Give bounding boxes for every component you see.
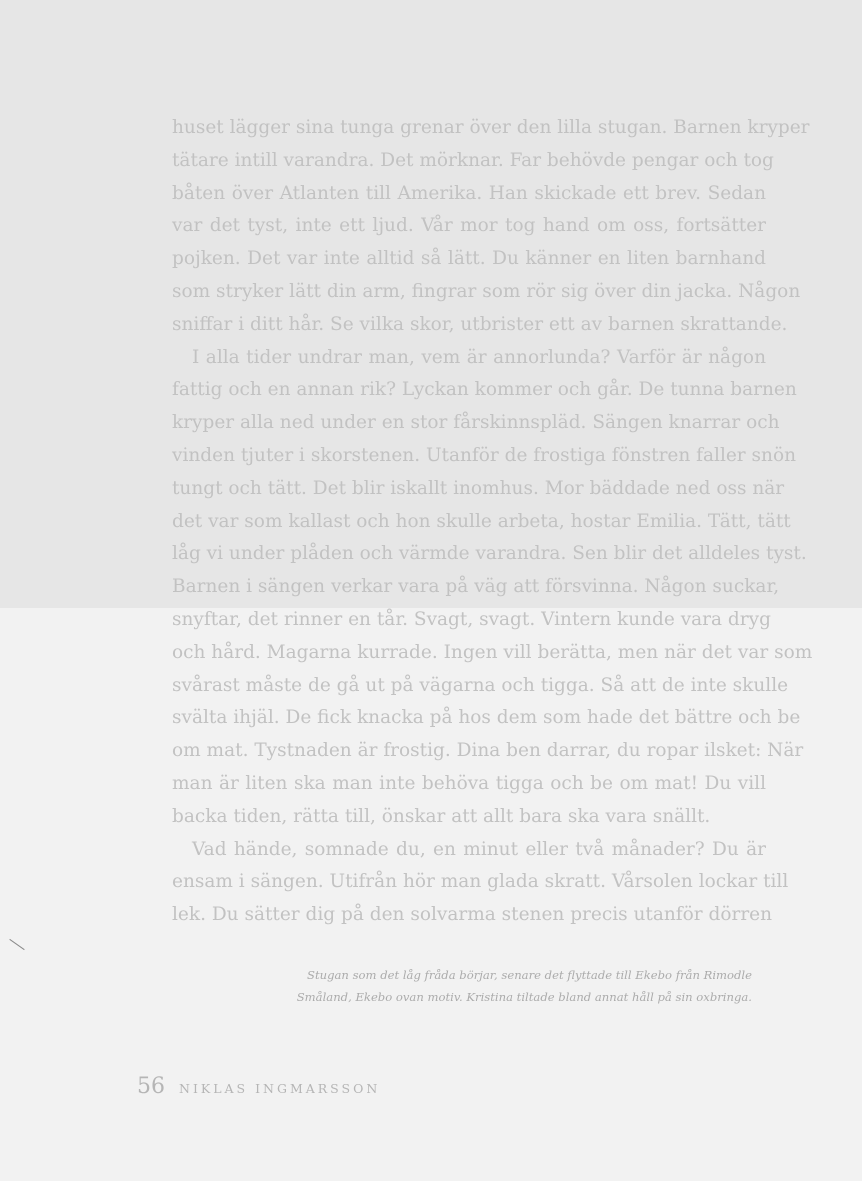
text-line: kryper alla ned under en stor fårskinnspläd. Sängen knarrar och [172, 412, 780, 434]
paragraph [172, 112, 810, 342]
text-line: vinden tjuter i skorstenen. Utanför de frostiga fönstren faller snön [172, 444, 796, 466]
text-line: var det tyst, inte ett ljud. Vår mor tog hand om oss, fortsätter [172, 215, 766, 237]
caption-line: Stugan som det låg fråda börjar, senare det flyttade till Ekebo från Rimodle [307, 968, 752, 982]
page-number: 56 [137, 1074, 165, 1099]
text-line: man är liten ska man inte behöva tigga och be om mat! Du vill [172, 772, 766, 794]
text-line: tungt och tätt. Det blir iskallt inomhus. Mor bäddade ned oss när [172, 477, 785, 499]
text-line: båten över Atlanten till Amerika. Han skickade ett brev. Sedan [172, 182, 766, 204]
text-line: sniffar i ditt hår. Se vilka skor, utbrister ett av barnen skrattande. [172, 313, 788, 335]
text-line: tätare intill varandra. Det mörknar. Far behövde pengar och tog [172, 149, 774, 171]
text-line: backa tiden, rätta till, önskar att allt bara ska vara snällt. [172, 805, 711, 827]
paragraph [172, 834, 789, 932]
text-line: svälta ihjäl. De fick knacka på hos dem som hade det bättre och be [172, 707, 801, 729]
paragraph [172, 342, 813, 834]
page-footer [137, 1074, 380, 1099]
text-line: svårast måste de gå ut på vägarna och tigga. Så att de inte skulle [172, 674, 789, 696]
text-line: lek. Du sätter dig på den solvarma stenen precis utanför dörren [172, 904, 773, 926]
running-author: NIKLAS INGMARSSON [179, 1081, 381, 1096]
caption-line: Småland, Ekebo ovan motiv. Kristina tiltade bland annat håll på sin oxbringa. [296, 990, 752, 1004]
text-line: fattig och en annan rik? Lyckan kommer och går. De tunna barnen [172, 379, 797, 401]
image-caption [160, 964, 752, 1008]
body-text [172, 112, 813, 932]
text-line: I alla tider undrar man, vem är annorlunda? Varför är någon [192, 346, 766, 368]
text-line: om mat. Tystnaden är frostig. Dina ben darrar, du ropar ilsket: När [172, 740, 804, 762]
text-line: snyftar, det rinner en tår. Svagt, svagt. Vintern kunde vara dryg [172, 608, 771, 630]
text-line: huset lägger sina tunga grenar över den lilla stugan. Barnen kryper [172, 117, 810, 138]
text-line: ensam i sängen. Utifrån hör man glada skratt. Vårsolen lockar till [172, 871, 789, 893]
text-line: låg vi under plåden och värmde varandra. Sen blir det alldeles tyst. [172, 543, 807, 565]
text-line: det var som kallast och hon skulle arbeta, hostar Emilia. Tätt, tätt [172, 510, 791, 532]
text-line: och hård. Magarna kurrade. Ingen vill berätta, men när det var som [172, 641, 813, 663]
text-line: Vad hände, somnade du, en minut eller två månader? Du är [192, 838, 766, 860]
margin-mark [9, 939, 24, 950]
text-line: pojken. Det var inte alltid så lätt. Du känner en liten barnhand [172, 248, 766, 270]
text-line: som stryker lätt din arm, fingrar som rör sig över din jacka. Någon [172, 280, 801, 302]
text-line: Barnen i sängen verkar vara på väg att försvinna. Någon suckar, [172, 576, 780, 598]
